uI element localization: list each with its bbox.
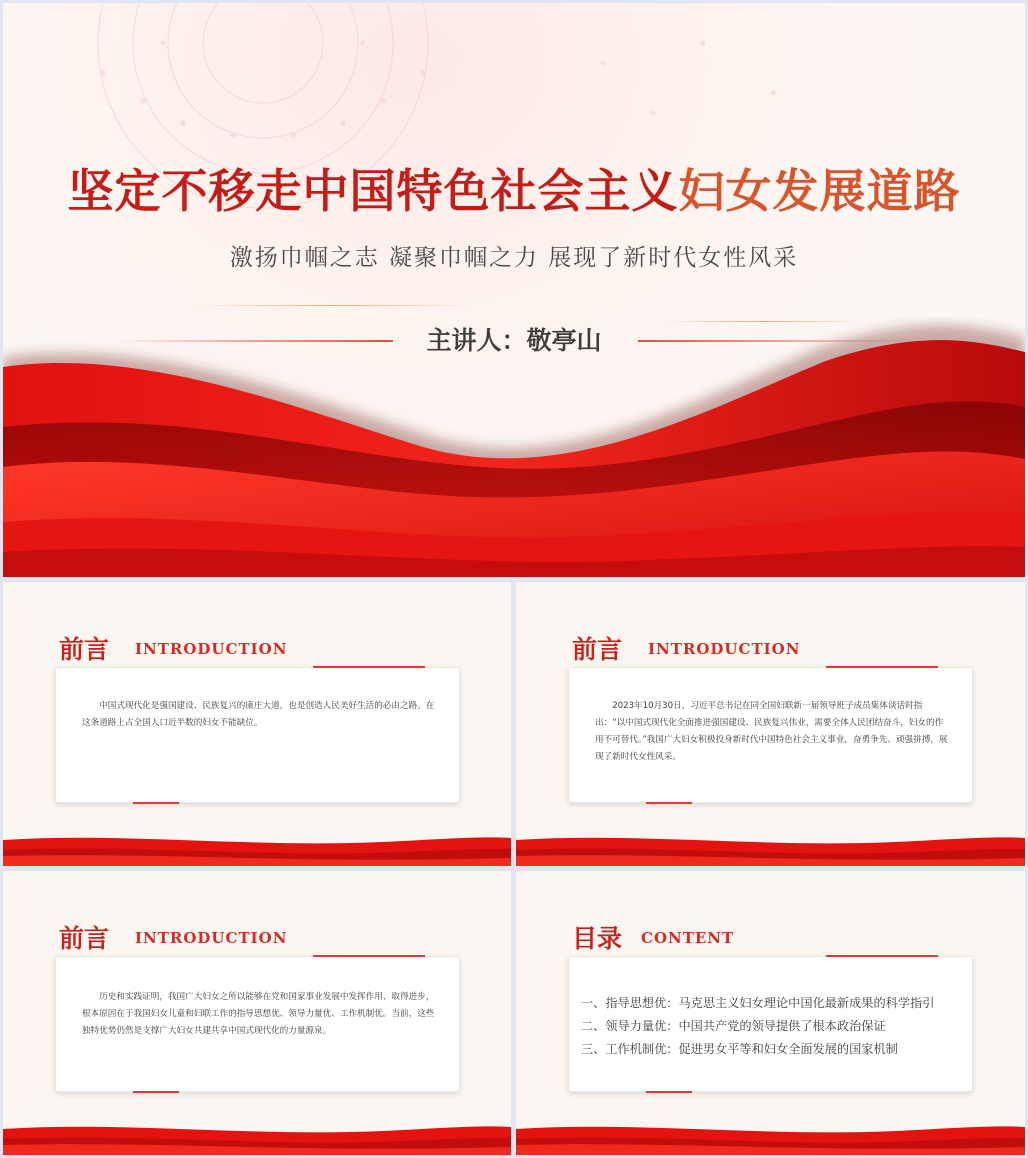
card-accent-bar <box>826 666 938 668</box>
card-accent-bar <box>646 802 692 804</box>
intro-slide-3[interactable] <box>3 871 511 1155</box>
section-subtitle: CONTENT <box>641 929 735 947</box>
content-card <box>568 667 973 803</box>
card-accent-bar <box>133 802 179 804</box>
decorative-line <box>193 305 473 306</box>
contents-slide[interactable] <box>516 871 1025 1155</box>
intro-slide-2[interactable] <box>516 582 1025 866</box>
section-subtitle: INTRODUCTION <box>648 640 801 658</box>
section-title: 目录 <box>572 924 623 953</box>
speaker-name: 主讲人：敬亭山 <box>426 326 602 355</box>
card-accent-bar <box>133 1091 179 1093</box>
cover-title-part-a: 坚定不移走中国特色社会主义 <box>67 164 679 218</box>
contents-card <box>568 956 973 1092</box>
card-accent-bar <box>313 666 425 668</box>
toc-item[interactable]: 三、工作机制优：促进男女平等和妇女全面发展的国家机制 <box>581 1042 898 1056</box>
section-title: 前言 <box>59 635 110 664</box>
cover-title-part-b: 妇女发展道路 <box>678 164 961 218</box>
toc-item[interactable]: 二、领导力量优：中国共产党的领导提供了根本政治保证 <box>581 1019 886 1033</box>
cover-title <box>3 155 1025 221</box>
card-accent-bar <box>313 955 425 957</box>
card-body-text: 中国式现代化是强国建设、民族复兴的康庄大道，也是创造人民美好生活的必由之路。在这条道路上占全国人口近半数的妇女不能缺位。 <box>82 701 435 728</box>
red-ribbon-footer-image <box>516 1115 1025 1155</box>
red-ribbon-footer-image <box>3 1115 511 1155</box>
red-ribbon-footer-image <box>3 826 511 866</box>
content-card <box>55 667 460 803</box>
intro-slide-1[interactable] <box>3 582 511 866</box>
section-subtitle: INTRODUCTION <box>135 640 288 658</box>
section-title: 前言 <box>59 924 110 953</box>
cover-subtitle: 激扬巾帼之志 凝聚巾帼之力 展现了新时代女性风采 <box>229 245 799 271</box>
toc-item[interactable]: 一、指导思想优：马克思主义妇女理论中国化最新成果的科学指引 <box>581 996 935 1010</box>
cover-slide[interactable] <box>3 3 1025 577</box>
section-subtitle: INTRODUCTION <box>135 929 288 947</box>
card-body-text: 2023年10月30日，习近平总书记在同全国妇联新一届领导班子成员集体谈话时指出：“以中国式现代化全面推进强国建设、民族复兴伟业，需要全体人民团结奋斗，妇女的作用不可替代。”我国广大妇女积极投身新时代中国特色社会主义事业，奋勇争先、顽强拼搏，展现了新时代女性风采。 <box>595 701 948 762</box>
red-ribbon-footer-image <box>516 826 1025 866</box>
card-accent-bar <box>646 1091 692 1093</box>
content-card <box>55 956 460 1092</box>
card-accent-bar <box>826 955 938 957</box>
toc-list <box>581 992 966 1061</box>
section-title: 前言 <box>572 635 623 664</box>
card-body-text: 历史和实践证明，我国广大妇女之所以能够在党和国家事业发展中发挥作用、取得进步，根本原因在于我国妇女儿童和妇联工作的指导思想优、领导力量优、工作机制优。当前，这些独特优势仍然是支撑广大妇女共建共享中国式现代化的力量源泉。 <box>82 992 435 1036</box>
red-silk-ribbon-image <box>3 317 1025 577</box>
